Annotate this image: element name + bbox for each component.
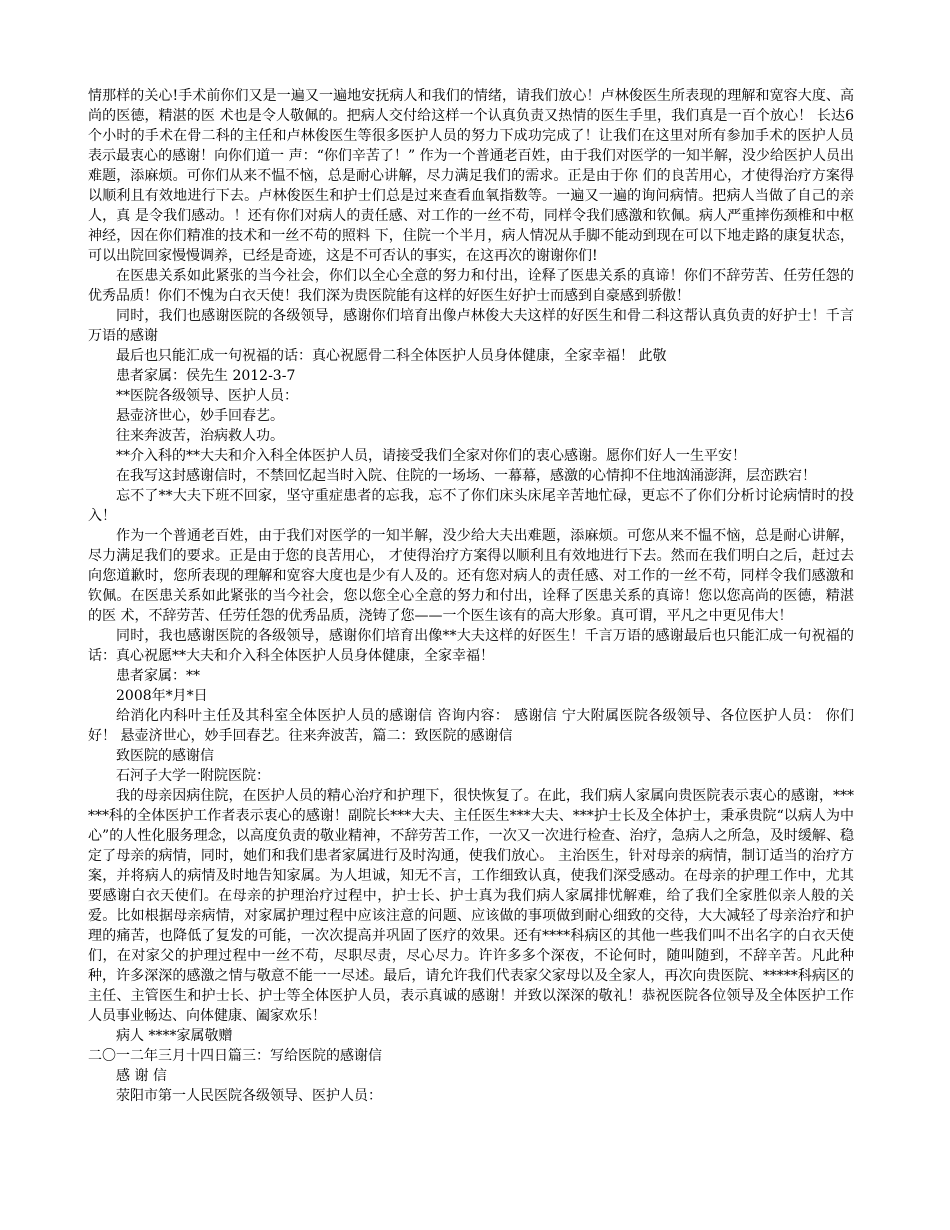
date-line: 2008年*月*日 xyxy=(116,688,208,704)
paragraph-thanks-leadership: 同时，我们也感谢医院的各级领导，感谢你们培育出像卢林俊大夫这样的好医生和骨二科这帮认真负责的好护士！千言万语的感谢 xyxy=(88,308,854,344)
paragraph-unforgettable: 忘不了**大夫下班不回家，坚守重症患者的忘我，忘不了你们床头床尾辛苦地忙碌，更忘不了你们分析讨论病情时的投入！ xyxy=(88,488,854,524)
paragraph-blessing: 最后也只能汇成一句祝福的话：真心祝愿骨二科全体医护人员身体健康，全家幸福！ 此敬 xyxy=(116,348,667,364)
salutation: 石河子大学一附院医院： xyxy=(116,768,270,784)
paragraph-thanks-surgery: 情那样的关心!手术前你们又是一遍又一遍地安抚病人和我们的情绪，请我们放心！卢林俊医生所表现的理解和宽容大度、高尚的医德，精湛的医 术也是令人敬佩的。把病人交付给这样一个认真负责又热情的医生手里，我们真是一百个放心！ 长达6个小时的手术在骨二科的主任和卢林俊医生等很多医护人员的努力下成功完成了！让我们在这里对所有参加手术的医护人员表示最衷心的感谢！向你们道一 声：“你们辛苦了！” 作为一个普通老百姓，由于我们对医学的一知半解，没少给医护人员出难题，添麻烦。可你们从来不愠不恼，总是耐心讲解，尽力满足我们的需求。正是由于你 们的良苦用心，才使得治疗方案得以顺利且有效地进行下去。卢林俊医生和护士们总是过来查看血氧指数等。一遍又一遍的询问病情。把病人当做了自己的亲人，真 是令我们感动。！还有你们对病人的责任感、对工作的一丝不苟，同样令我们感激和钦佩。病人严重摔伤颈椎和中枢神经，因在你们精准的技术和一丝不苟的照料 下，住院一个半月，病人情况从手脚不能动到现在可以下地走路的康复状态，可以出院回家慢慢调养，已经是奇迹，这是不可否认的事实，在这再次的谢谢你们! xyxy=(88,88,854,264)
verse-line: 往来奔波苦，治病救人功。 xyxy=(116,428,284,444)
paragraph-closing: 同时，我也感谢医院的各级领导，感谢你们培育出像**大夫这样的好医生！千言万语的感谢最后也只能汇成一句祝福的话：真心祝愿**大夫和介入科全体医护人员身体健康，全家幸福！ xyxy=(88,628,854,664)
paragraph-appreciation: 作为一个普通老百姓，由于我们对医学的一知半解，没少给大夫出难题，添麻烦。可您从来不愠不恼，总是耐心讲解，尽力满足我们的要求。正是由于您的良苦用心， 才使得治疗方案得以顺利且有效地进行下去。然而在我们明白之后，赶过去向您道歉时，您所表现的理解和宽容大度也是少有人及的。还有您对病人的责任感、对工作的一丝不苟，同样令我们感激和钦佩。在医患关系如此紧张的当今社会，您以您全心全意的努力和付出，诠释了医患关系的真谛！您以您高尚的医德，精湛的医 术，不辞劳苦、任劳任怨的优秀品质，浇铸了您——一个医生该有的高大形象。真可谓，平凡之中更见伟大！ xyxy=(88,528,854,624)
paragraph-doctor-patient-relationship: 在医患关系如此紧张的当今社会，你们以全心全意的努力和付出，诠释了医患关系的真谛！你们不辞劳苦、任劳任怨的优秀品质！你们不愧为白衣天使！我们深为贵医院能有这样的好医生好护士而感到自豪感到骄傲！ xyxy=(88,268,854,304)
paragraph-memory: 在我写这封感谢信时，不禁回忆起当时入院、住院的一场场、一幕幕，感激的心情抑不住地汹涌澎湃，层峦跌宕！ xyxy=(116,468,816,484)
verse-line: 悬壶济世心，妙手回春艺。 xyxy=(116,408,284,424)
signature-line: 患者家属：侯先生 2012-3-7 xyxy=(116,368,296,384)
letter-title: 致医院的感谢信 xyxy=(116,748,214,764)
paragraph-section-header: 给消化内科叶主任及其科室全体医护人员的感谢信 咨询内容： 感谢信 宁大附属医院各级领导、各位医护人员： 你们好！ 悬壶济世心，妙手回春艺。往来奔波苦，篇二：致医院的感谢信 xyxy=(88,708,854,744)
signature-line: 患者家属：** xyxy=(116,668,200,684)
paragraph-greeting: **介入科的**大夫和介入科全体医护人员，请接受我们全家对你们的衷心感谢。愿你们好人一生平安！ xyxy=(116,448,746,464)
signature-line: 病人 ****家属敬赠 xyxy=(116,1028,233,1044)
date-line: 二〇一二年三月十四日篇三：写给医院的感谢信 xyxy=(88,1048,382,1064)
salutation: 荥阳市第一人民医院各级领导、医护人员： xyxy=(116,1088,382,1104)
paragraph-mother-recovery: 我的母亲因病住院，在医护人员的精心治疗和护理下，很快恢复了。在此，我们病人家属向贵医院表示衷心的感谢，******科的全体医护工作者表示衷心的感谢！副院长***大夫、主任医生***大夫、***护士长及全体护士，秉承贵院“以病人为中心”的人性化服务理念，以高度负责的敬业精神，不辞劳苦工作，一次又一次进行检查、治疗，急病人之所急，及时缓解、稳定了母亲的病情，同时，她们和我们患者家属进行及时沟通，使我们放心。 主治医生，针对母亲的病情，制订适当的治疗方案，并将病人的病情及时地告知家属。为人坦诚，知无不言，工作细致认真，使我们深受感动。在母亲的护理工作中，尤其要感谢白衣天使们。在母亲的护理治疗过程中，护士长、护士真为我们病人家属排忧解难，给了我们全家胜似亲人般的关爱。比如根据母亲病情，对家属护理过程中应该注意的问题、应该做的事项做到耐心细致的交待，大大减轻了母亲治疗和护理的痛苦，也降低了复发的可能，一次次提高并巩固了医疗的效果。还有****科病区的其他一些我们叫不出名字的白衣天使们，在对家父的护理过程中一丝不苟，尽职尽责，尽心尽力。许许多多个深夜，不论何时，随叫随到，不辞辛苦。凡此种种，许多深深的感激之情与敬意不能一一尽述。最后，请允许我们代表家父家母以及全家人，再次向贵医院、*****科病区的主任、主管医生和护士长、护士等全体医护人员，表示真诚的感谢！并致以深深的敬礼！恭祝医院各位领导及全体医护工作人员事业畅达、向体健康、阖家欢乐！ xyxy=(88,788,854,1024)
salutation: **医院各级领导、医护人员： xyxy=(116,388,298,404)
letter-title: 感 谢 信 xyxy=(116,1068,167,1084)
